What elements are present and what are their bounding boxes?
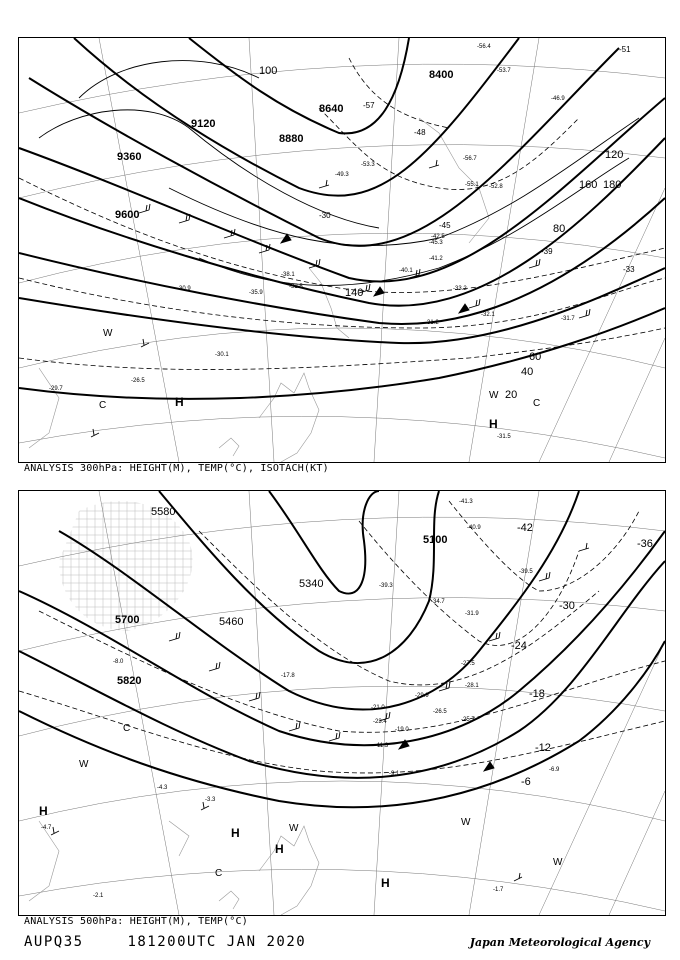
station-value: -31.2 bbox=[425, 320, 439, 326]
station-value: -27.5 bbox=[461, 661, 475, 667]
station-value: -9.1 bbox=[389, 771, 400, 777]
station-value: -3.3 bbox=[205, 797, 216, 803]
temp-label: -18 bbox=[529, 688, 545, 700]
map-300hpa-caption: ANALYSIS 300hPa: HEIGHT(M), TEMP(°C), ISOTACH(KT) bbox=[24, 463, 329, 474]
station-value: -40.9 bbox=[467, 525, 481, 531]
station-value: -56.7 bbox=[463, 156, 477, 162]
station-value: -19.0 bbox=[395, 727, 409, 733]
height-label: 5700 bbox=[115, 614, 140, 626]
isotach-label: 60 bbox=[529, 351, 542, 363]
temp-label: -24 bbox=[511, 640, 527, 652]
station-value: -30.1 bbox=[215, 352, 229, 358]
map-500hpa-canvas bbox=[19, 491, 665, 915]
temp-label: -6 bbox=[521, 776, 531, 788]
station-value: -52.8 bbox=[489, 184, 503, 190]
high-center-mark: H bbox=[231, 826, 240, 840]
station-value: -34.7 bbox=[431, 599, 445, 605]
isotach-label: 180 bbox=[603, 179, 622, 191]
station-value: -55.1 bbox=[465, 182, 479, 188]
cold-center-mark: C bbox=[533, 398, 541, 409]
agency-credit: Japan Meteorological Agency bbox=[469, 936, 650, 949]
cold-center-mark: C bbox=[123, 723, 131, 734]
station-value: -1.7 bbox=[493, 887, 504, 893]
station-value: -2.1 bbox=[93, 893, 104, 899]
station-value: -49.3 bbox=[335, 172, 349, 178]
isotach-label: 20 bbox=[505, 389, 518, 401]
station-value: -28.1 bbox=[465, 683, 479, 689]
station-value: -53.3 bbox=[361, 162, 375, 168]
chart-id: AUPQ35 bbox=[24, 934, 84, 950]
chart-identifier bbox=[24, 934, 306, 950]
temp-label: -57 bbox=[363, 101, 375, 110]
height-label: 9600 bbox=[115, 209, 140, 221]
map-300hpa-canvas bbox=[19, 38, 665, 462]
station-value: -8.0 bbox=[113, 659, 124, 665]
isotach-labels bbox=[259, 65, 623, 401]
warm-center-mark: W bbox=[553, 857, 563, 868]
station-value: -17.8 bbox=[281, 673, 295, 679]
station-value: -32.5 bbox=[289, 284, 303, 290]
high-center-mark: H bbox=[39, 804, 48, 818]
temp-label: -51 bbox=[619, 45, 631, 54]
isotach-label: 40 bbox=[521, 366, 534, 378]
temp-label: -48 bbox=[414, 128, 426, 137]
valid-time: 181200UTC JAN 2020 bbox=[127, 934, 307, 950]
high-center-mark: H bbox=[275, 842, 284, 856]
pressure-centers bbox=[39, 723, 563, 890]
warm-center-mark: W bbox=[289, 823, 299, 834]
station-value: -56.4 bbox=[477, 44, 491, 50]
station-value: -45.3 bbox=[429, 240, 443, 246]
height-label: 5340 bbox=[299, 578, 324, 590]
height-label: 5580 bbox=[151, 506, 176, 518]
station-value: -31.7 bbox=[561, 316, 575, 322]
high-center-mark: H bbox=[489, 417, 498, 431]
map-500hpa-caption: ANALYSIS 500hPa: HEIGHT(M), TEMP(°C) bbox=[24, 916, 248, 927]
station-value: -11.3 bbox=[375, 743, 389, 749]
temp-label: -30 bbox=[559, 600, 575, 612]
station-value: -40.1 bbox=[399, 268, 413, 274]
cold-center-mark: C bbox=[99, 400, 107, 411]
temp-label: -45 bbox=[439, 221, 451, 230]
station-value: -21.0 bbox=[371, 705, 385, 711]
station-value: -32.1 bbox=[481, 312, 495, 318]
temp-label: -39 bbox=[541, 247, 553, 256]
station-value: -39.5 bbox=[519, 569, 533, 575]
station-value: -31.5 bbox=[497, 434, 511, 440]
height-label: 8400 bbox=[429, 69, 454, 81]
temp-label: -30 bbox=[319, 211, 331, 220]
isotach-label: 160 bbox=[579, 179, 598, 191]
station-value: -38.1 bbox=[281, 272, 295, 278]
temp-label: -42 bbox=[517, 522, 533, 534]
height-label: 5460 bbox=[219, 616, 244, 628]
warm-center-mark: W bbox=[489, 390, 499, 401]
station-value: -29.7 bbox=[49, 386, 63, 392]
temp-label: -36 bbox=[637, 538, 653, 550]
temp-label: -33 bbox=[623, 265, 635, 274]
station-value: -35.9 bbox=[249, 290, 263, 296]
pressure-centers bbox=[99, 328, 540, 431]
station-value: -6.9 bbox=[549, 767, 560, 773]
coastline bbox=[29, 821, 319, 915]
height-label: 8640 bbox=[319, 103, 344, 115]
height-label: 5820 bbox=[117, 675, 142, 687]
station-value: -26.5 bbox=[433, 709, 447, 715]
station-value: -39.3 bbox=[379, 583, 393, 589]
cold-center-mark: C bbox=[215, 868, 223, 879]
high-center-mark: H bbox=[175, 395, 184, 409]
station-value: -29.9 bbox=[415, 693, 429, 699]
high-center-mark: H bbox=[381, 876, 390, 890]
map-300hpa bbox=[18, 37, 666, 463]
station-value: -26.5 bbox=[131, 378, 145, 384]
station-value: -46.9 bbox=[551, 96, 565, 102]
isotach-label: 80 bbox=[553, 223, 566, 235]
isotach-label: 100 bbox=[259, 65, 278, 77]
height-label: 9120 bbox=[191, 118, 216, 130]
isotach-label: 120 bbox=[605, 149, 624, 161]
station-value: -33.2 bbox=[453, 286, 467, 292]
station-value: -25.7 bbox=[461, 717, 475, 723]
temperature-labels bbox=[511, 522, 653, 788]
height-labels bbox=[115, 69, 453, 221]
map-500hpa bbox=[18, 490, 666, 916]
isotach-label: 140 bbox=[345, 287, 364, 299]
station-value: -30.9 bbox=[177, 286, 191, 292]
height-label: 9360 bbox=[117, 151, 142, 163]
station-value: -4.7 bbox=[41, 825, 52, 831]
station-value: -41.2 bbox=[429, 256, 443, 262]
shaded-area bbox=[59, 501, 193, 631]
station-value: -31.9 bbox=[465, 611, 479, 617]
station-value: -4.3 bbox=[157, 785, 168, 791]
station-value: -53.7 bbox=[497, 68, 511, 74]
warm-center-mark: W bbox=[103, 328, 113, 339]
warm-center-mark: W bbox=[461, 817, 471, 828]
station-value: -42.5 bbox=[431, 234, 445, 240]
warm-center-mark: W bbox=[79, 759, 89, 770]
temp-label: -12 bbox=[535, 742, 551, 754]
station-value: -23.4 bbox=[373, 719, 387, 725]
height-label: 5100 bbox=[423, 534, 448, 546]
station-value: -41.3 bbox=[459, 499, 473, 505]
height-label: 8880 bbox=[279, 133, 304, 145]
